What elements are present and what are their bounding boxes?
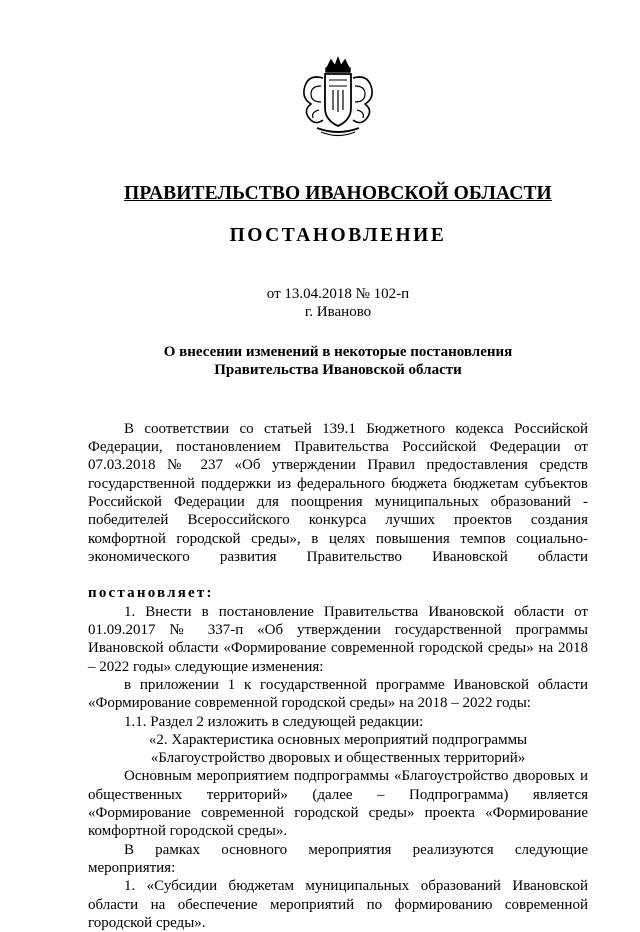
paragraph-main-measure: Основным мероприятием подпрограммы «Благоустройство дворовых и общественных территорий» (далее – Подпрограмма) является «Формирование современной городской среды» проекта «Формирование комфортной городской среды». xyxy=(88,768,588,840)
document-subject xyxy=(88,343,588,380)
paragraph-appendix: в приложении 1 к государственной программе Ивановской области «Формирование современной городской среды» на 2018 – 2022 годы: xyxy=(88,676,588,712)
section-heading-line-1: «2. Характеристика основных мероприятий подпрограммы xyxy=(148,731,528,748)
coat-of-arms-icon xyxy=(293,56,383,140)
section-heading-line-2: «Благоустройство дворовых и общественных территорий» xyxy=(150,750,526,767)
subject-line-2: Правительства Ивановской области xyxy=(214,362,462,379)
decree-word: постановляет: xyxy=(88,585,214,602)
organization-title: ПРАВИТЕЛЬСТВО ИВАНОВСКОЙ ОБЛАСТИ xyxy=(124,183,552,204)
document-meta xyxy=(88,285,588,322)
subject-line-1: О внесении изменений в некоторые постановления xyxy=(163,344,513,361)
document-body xyxy=(88,420,588,932)
paragraph-preamble: В соответствии со статьей 139.1 Бюджетного кодекса Российской Федерации, постановлением Правительства Российской Федерации от 07.03.2018 № 237 «Об утверждении Правил предоставления средств государственной поддержки из федерального бюджета бюджетам субъектов Российской Федерации для поощрения муниципальных образований - победителей Всероссийского конкурса лучших проектов создания комфортной городской среды», в целях повышения темпов социально-экономического развития Правительство Ивановской области xyxy=(88,420,588,565)
paragraph-measures-intro: В рамках основного мероприятия реализуются следующие мероприятия: xyxy=(88,841,588,876)
document-type: ПОСТАНОВЛЕНИЕ xyxy=(229,225,447,247)
paragraph-item-1-1: 1.1. Раздел 2 изложить в следующей редакции: xyxy=(124,713,424,730)
document-city: г. Иваново xyxy=(304,303,372,320)
paragraph-measure-1: 1. «Субсидии бюджетам муниципальных образований Ивановской области на обеспечение мероприятий по формированию современной городской среды». xyxy=(88,878,588,931)
paragraph-item-1: 1. Внести в постановление Правительства Ивановской области от 01.09.2017 № 337-п «Об утверждении государственной программы Ивановской области «Формирование современной городской среды» на 2018 – 2022 годы» следующие изменения: xyxy=(88,603,588,675)
document-date-number: от 13.04.2018 № 102-п xyxy=(266,285,410,302)
